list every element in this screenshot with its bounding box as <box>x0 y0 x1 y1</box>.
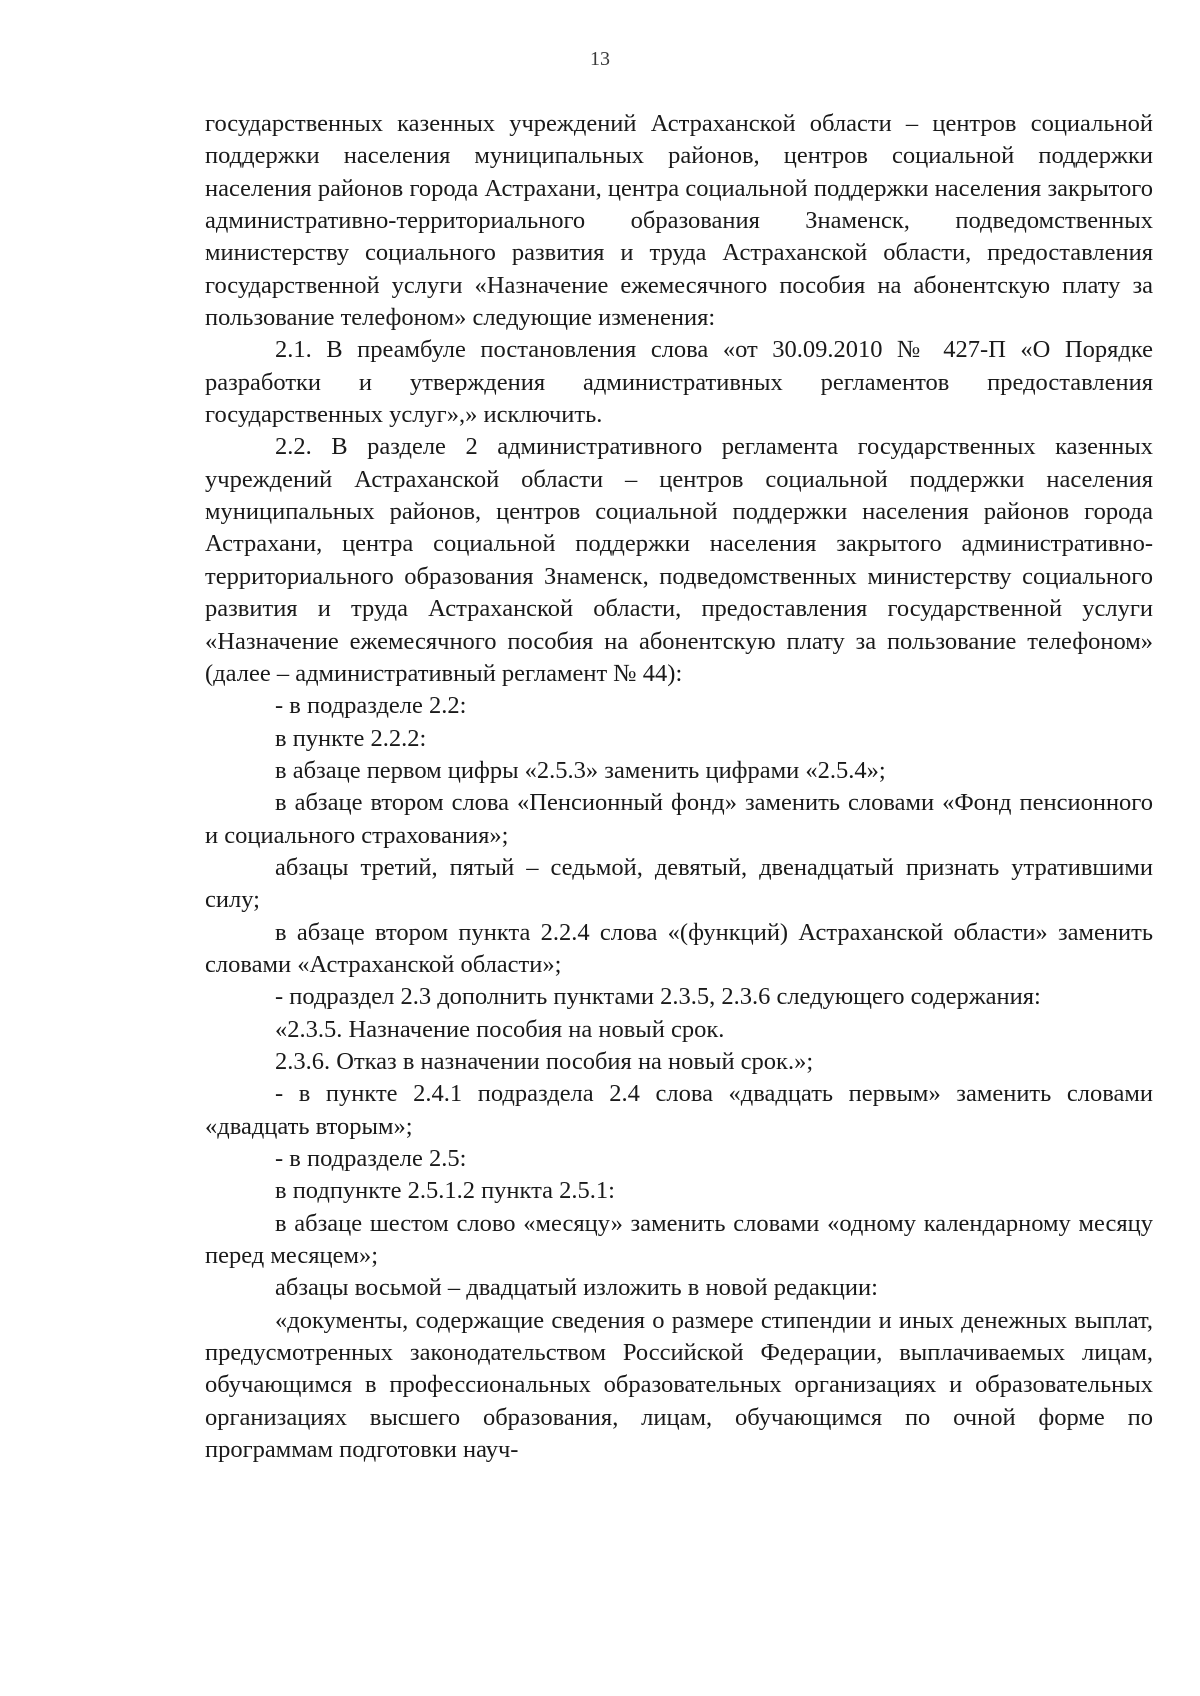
paragraph: 2.3.6. Отказ в назначении пособия на новый срок.»; <box>275 1047 814 1075</box>
document-body <box>205 108 1153 1466</box>
paragraph: 2.2. В разделе 2 административного регламента государственных казенных учреждений Астраханской области – центров социальной поддержки населения муниципальных районов, центров социальной поддержки населения районов города Астрахани, центра социальной поддержки населения закрытого административно-территориального образования Знаменск, подведомственных министерству социального развития и труда Астраханской области, предоставления государственной услуги «Назначение ежемесячного пособия на абонентскую плату за пользование телефоном» (далее – административный регламент № 44): <box>205 433 1153 687</box>
paragraph: в абзаце первом цифры «2.5.3» заменить цифрами «2.5.4»; <box>275 756 886 784</box>
paragraph: - в подразделе 2.5: <box>275 1145 467 1172</box>
paragraph: государственных казенных учреждений Астраханской области – центров социальной поддержки населения муниципальных районов, центров социальной поддержки населения районов города Астрахани, центра социальной поддержки населения закрытого административно-территориального образования Знаменск, подведомственных министерству социального развития и труда Астраханской области, предоставления государственной услуги «Назначение ежемесячного пособия на абонентскую плату за пользование телефоном» следующие изменения: <box>205 110 1153 332</box>
paragraph: - в подразделе 2.2: <box>275 692 467 720</box>
paragraph: абзацы третий, пятый – седьмой, девятый, двенадцатый признать утратившими силу; <box>205 853 1153 914</box>
paragraph: - подраздел 2.3 дополнить пунктами 2.3.5, 2.3.6 следующего содержания: <box>275 983 1041 1011</box>
paragraph: абзацы восьмой – двадцатый изложить в новой редакции: <box>275 1274 878 1302</box>
paragraph: в подпункте 2.5.1.2 пункта 2.5.1: <box>275 1177 615 1205</box>
paragraph: «2.3.5. Назначение пособия на новый срок. <box>275 1015 725 1043</box>
paragraph: 2.1. В преамбуле постановления слова «от 30.09.2010 № 427-П «О Порядке разработки и утверждения административных регламентов предоставления государственных услуг»,» исключить. <box>205 336 1153 429</box>
paragraph: в абзаце втором слова «Пенсионный фонд» заменить словами «Фонд пенсионного и социального страхования»; <box>205 789 1153 849</box>
paragraph: - в пункте 2.4.1 подраздела 2.4 слова «двадцать первым» заменить словами «двадцать вторым»; <box>205 1080 1153 1140</box>
paragraph: в пункте 2.2.2: <box>275 724 427 752</box>
paragraph: в абзаце шестом слово «месяцу» заменить словами «одному календарному месяцу перед месяцем»; <box>205 1209 1153 1270</box>
page-number: 13 <box>590 48 610 70</box>
paragraph: в абзаце втором пункта 2.2.4 слова «(функций) Астраханской области» заменить словами «Астраханской области»; <box>205 918 1153 978</box>
paragraph: «документы, содержащие сведения о размере стипендии и иных денежных выплат, предусмотренных законодательством Российской Федерации, выплачиваемых лицам, обучающимся в профессиональных образовательных организациях и образовательных организациях высшего образования, лицам, обучающимся по очной форме по программам подготовки науч- <box>205 1306 1153 1464</box>
